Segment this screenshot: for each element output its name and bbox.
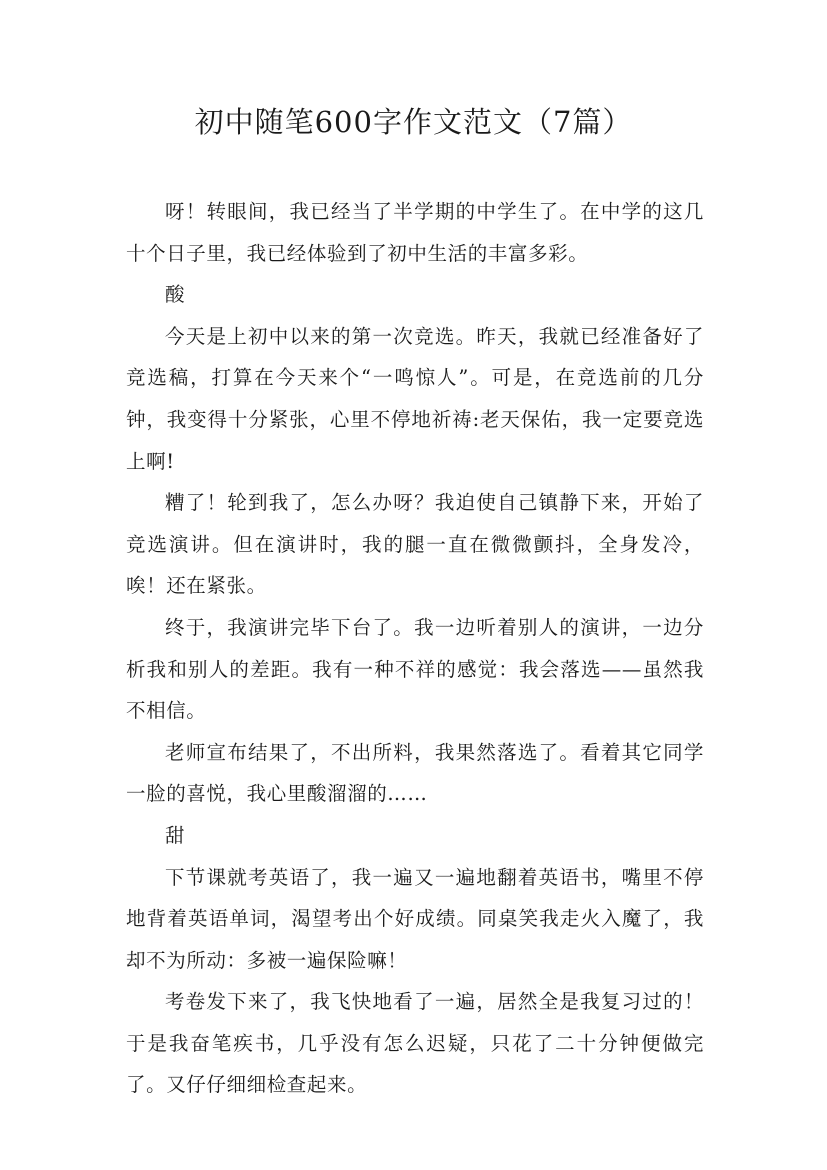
section-heading-sour: 酸 (165, 283, 186, 307)
paragraph-exam: 考卷发下来了，我飞快地看了一遍，居然全是我复习过的！于是我奋笔疾书，几乎没有怎么迟疑，只花了二十分钟便做完了。又仔仔细细检查起来。 (126, 990, 704, 1097)
paragraph-election-prep: 今天是上初中以来的第一次竞选。昨天，我就已经准备好了竞选稿，打算在今天来个“一鸣惊人”。可是，在竞选前的几分钟，我变得十分紧张，心里不停地祈祷:老天保佑，我一定要竞选上啊! (126, 324, 704, 473)
paragraph-exam-prep: 下节课就考英语了，我一遍又一遍地翻着英语书，嘴里不停地背着英语单词，渴望考出个好成绩。同桌笑我走火入魔了，我却不为所动：多被一遍保险嘛！ (126, 865, 704, 972)
page-title: 初中随笔600字作文范文（7篇） (194, 105, 633, 139)
paragraph-intro: 呀！转眼间，我已经当了半学期的中学生了。在中学的这几十个日子里，我已经体验到了初中生活的丰富多彩。 (126, 200, 704, 265)
paragraph-election-result: 老师宣布结果了，不出所料，我果然落选了。看着其它同学一脸的喜悦，我心里酸溜溜的…… (126, 740, 704, 806)
paragraph-election-after: 终于，我演讲完毕下台了。我一边听着别人的演讲，一边分析我和别人的差距。我有一种不祥的感觉：我会落选——虽然我不相信。 (126, 615, 704, 723)
section-heading-sweet: 甜 (165, 823, 186, 847)
paragraph-election-speech: 糟了！轮到我了，怎么办呀？我迫使自己镇静下来，开始了竞选演讲。但在演讲时，我的腿一直在微微颤抖，全身发冷，唉！还在紧张。 (126, 491, 704, 598)
article-body (126, 191, 704, 1106)
